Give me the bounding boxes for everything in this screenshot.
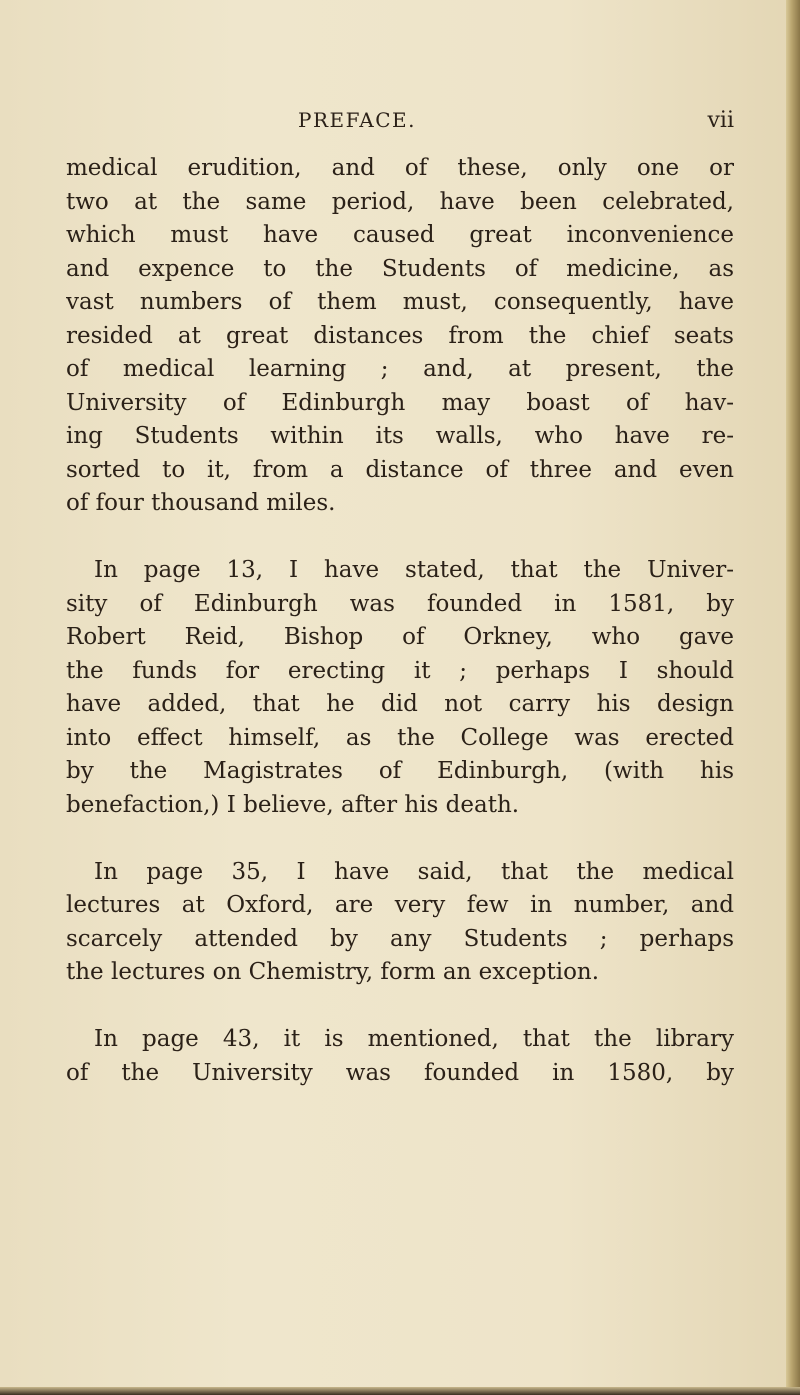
text-line: which must have caused great inconvenience <box>66 222 734 248</box>
text-line: two at the same period, have been celebrated, <box>66 188 734 215</box>
paragraph-1 <box>66 152 734 521</box>
text-line: scarcely attended by any Students ; perhaps <box>66 925 734 952</box>
text-line: of four thousand miles. <box>66 490 336 516</box>
text-line: Robert Reid, Bishop of Orkney, who gave <box>66 624 734 650</box>
text-line: In page 43, it is mentioned, that the library <box>94 1026 734 1052</box>
text-line: and expence to the Students of medicine, as <box>66 255 734 282</box>
text-line: of medical learning ; and, at present, the <box>66 356 734 382</box>
text-line: benefaction,) I believe, after his death. <box>66 791 520 818</box>
text-line: ing Students within its walls, who have re- <box>66 423 734 449</box>
text-line: resided at great distances from the chief seats <box>66 322 734 349</box>
paragraph-2 <box>66 554 734 822</box>
text-line: sity of Edinburgh was founded in 1581, by <box>66 590 734 617</box>
text-line: by the Magistrates of Edinburgh, (with his <box>66 758 734 784</box>
page-header <box>66 108 734 138</box>
page-edge <box>786 0 800 1395</box>
text-line: the lectures on Chemistry, form an exception. <box>66 959 600 985</box>
text-line: University of Edinburgh may boast of hav- <box>66 389 734 416</box>
paragraph-4 <box>66 1023 734 1090</box>
text-line: lectures at Oxford, are very few in number, and <box>66 892 734 918</box>
page-number: vii <box>707 108 734 133</box>
body-text <box>66 152 734 1090</box>
text-line: In page 13, I have stated, that the Univer- <box>94 557 734 583</box>
text-line: of the University was founded in 1580, by <box>66 1059 734 1086</box>
text-line: have added, that he did not carry his design <box>66 691 734 717</box>
running-head: PREFACE. <box>298 108 416 132</box>
text-line: medical erudition, and of these, only one or <box>66 155 734 181</box>
text-line: the funds for erecting it ; perhaps I should <box>66 657 734 684</box>
paragraph-3 <box>66 856 734 990</box>
text-line: sorted to it, from a distance of three and even <box>66 456 734 483</box>
text-line: vast numbers of them must, consequently, have <box>66 289 734 315</box>
page-bottom-edge <box>0 1387 800 1395</box>
text-line: into effect himself, as the College was erected <box>66 724 734 751</box>
text-line: In page 35, I have said, that the medical <box>94 858 734 885</box>
